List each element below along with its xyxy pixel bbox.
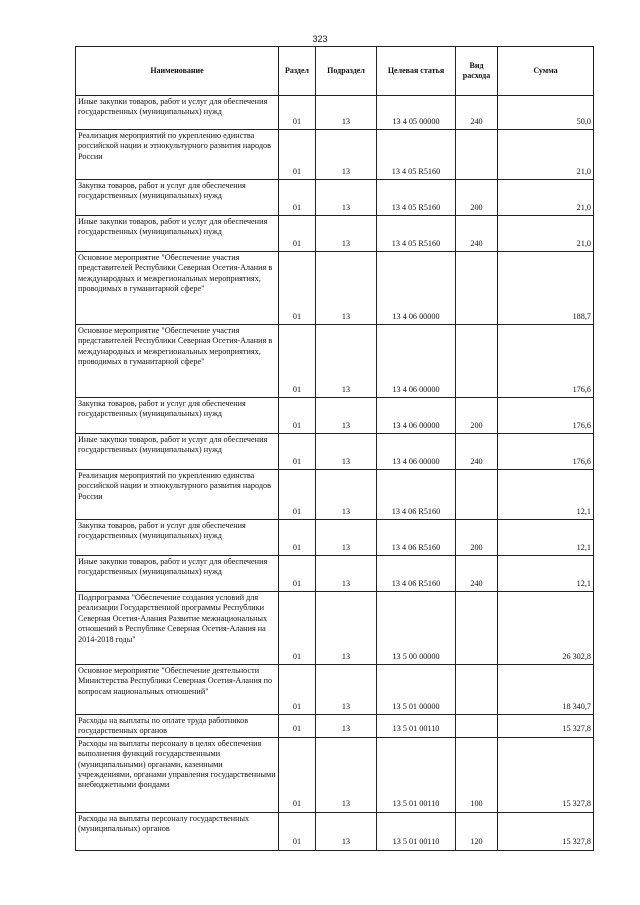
row-section: 01 — [279, 180, 316, 216]
row-subsection: 13 — [316, 96, 377, 130]
row-subsection: 13 — [316, 325, 377, 398]
row-sum: 15 327,8 — [498, 812, 594, 850]
row-type: 100 — [456, 737, 498, 812]
table-row — [76, 96, 594, 130]
header-target: Целевая статья — [377, 47, 456, 96]
row-type — [456, 130, 498, 180]
row-subsection: 13 — [316, 180, 377, 216]
row-section: 01 — [279, 325, 316, 398]
row-target: 13 4 05 R5160 — [377, 216, 456, 252]
row-type: 240 — [456, 96, 498, 130]
row-subsection: 13 — [316, 470, 377, 520]
row-subsection: 13 — [316, 715, 377, 738]
row-name: Подпрограмма "Обеспечение создания условий для реализации Государственной программы Республики Северная Осетия-Алания Развитие межнациональных отношений в Республике Северная Осетия-Алания на 2014-2018 годы" — [76, 592, 279, 665]
row-sum: 176,6 — [498, 398, 594, 434]
row-type: 120 — [456, 812, 498, 850]
row-subsection: 13 — [316, 398, 377, 434]
row-name: Расходы на выплаты по оплате труда работников государственных органов — [76, 715, 279, 738]
row-section: 01 — [279, 665, 316, 715]
table-body — [76, 96, 594, 851]
row-type: 240 — [456, 556, 498, 592]
row-subsection: 13 — [316, 556, 377, 592]
row-sum: 12,1 — [498, 556, 594, 592]
row-sum: 21,0 — [498, 130, 594, 180]
row-target: 13 4 06 00000 — [377, 325, 456, 398]
row-subsection: 13 — [316, 520, 377, 556]
row-target: 13 5 00 00000 — [377, 592, 456, 665]
row-target: 13 5 01 00110 — [377, 715, 456, 738]
row-section: 01 — [279, 96, 316, 130]
row-section: 01 — [279, 398, 316, 434]
row-type — [456, 592, 498, 665]
row-section: 01 — [279, 470, 316, 520]
table-row — [76, 812, 594, 850]
row-section: 01 — [279, 812, 316, 850]
row-section: 01 — [279, 737, 316, 812]
header-sum: Сумма — [498, 47, 594, 96]
row-name: Расходы на выплаты персоналу государственных (муниципальных) органов — [76, 812, 279, 850]
row-type — [456, 252, 498, 325]
table-row — [76, 665, 594, 715]
row-section: 01 — [279, 216, 316, 252]
row-section: 01 — [279, 715, 316, 738]
row-name: Иные закупки товаров, работ и услуг для обеспечения государственных (муниципальных) нужд — [76, 96, 279, 130]
row-name: Реализация мероприятий по укреплению единства российской нации и этнокультурного развития народов России — [76, 470, 279, 520]
row-sum: 18 340,7 — [498, 665, 594, 715]
row-type — [456, 325, 498, 398]
row-target: 13 4 05 R5160 — [377, 130, 456, 180]
row-subsection: 13 — [316, 130, 377, 180]
table-row — [76, 434, 594, 470]
row-type: 200 — [456, 520, 498, 556]
row-target: 13 4 05 R5160 — [377, 180, 456, 216]
table-row — [76, 252, 594, 325]
row-subsection: 13 — [316, 592, 377, 665]
row-type — [456, 470, 498, 520]
row-name: Основное мероприятие "Обеспечение участия представителей Республики Северная Осетия-Алания в международных и межрегиональных мероприятиях, проводимых в гуманитарной сфере" — [76, 325, 279, 398]
row-sum: 12,1 — [498, 520, 594, 556]
header-subsection: Подраздел — [316, 47, 377, 96]
row-target: 13 5 01 00000 — [377, 665, 456, 715]
row-section: 01 — [279, 130, 316, 180]
row-sum: 176,6 — [498, 325, 594, 398]
row-sum: 176,6 — [498, 434, 594, 470]
row-sum: 15 327,8 — [498, 715, 594, 738]
row-type: 200 — [456, 398, 498, 434]
row-target: 13 5 01 00110 — [377, 812, 456, 850]
row-target: 13 4 05 00000 — [377, 96, 456, 130]
row-subsection: 13 — [316, 216, 377, 252]
row-type: 240 — [456, 216, 498, 252]
row-target: 13 5 01 00110 — [377, 737, 456, 812]
header-name: Наименование — [76, 47, 279, 96]
row-type: 240 — [456, 434, 498, 470]
row-sum: 188,7 — [498, 252, 594, 325]
row-sum: 26 302,8 — [498, 592, 594, 665]
row-section: 01 — [279, 434, 316, 470]
row-name: Иные закупки товаров, работ и услуг для обеспечения государственных (муниципальных) нужд — [76, 434, 279, 470]
table-row — [76, 520, 594, 556]
row-target: 13 4 06 00000 — [377, 434, 456, 470]
row-section: 01 — [279, 252, 316, 325]
table-row — [76, 130, 594, 180]
row-name: Расходы на выплаты персоналу в целях обеспечения выполнения функций государственными (муниципальными) органами, казенными учреждениями, органами управления государственными внебюджетными фондами — [76, 737, 279, 812]
table-header-row — [76, 47, 594, 96]
table-row — [76, 325, 594, 398]
table-row — [76, 180, 594, 216]
table-row — [76, 737, 594, 812]
table-row — [76, 216, 594, 252]
row-sum: 21,0 — [498, 180, 594, 216]
row-sum: 12,1 — [498, 470, 594, 520]
row-target: 13 4 06 R5160 — [377, 470, 456, 520]
row-type: 200 — [456, 180, 498, 216]
row-target: 13 4 06 00000 — [377, 398, 456, 434]
row-name: Закупка товаров, работ и услуг для обеспечения государственных (муниципальных) нужд — [76, 520, 279, 556]
row-sum: 50,0 — [498, 96, 594, 130]
row-name: Основное мероприятие "Обеспечение участия представителей Республики Северная Осетия-Алания в международных и межрегиональных мероприятиях, проводимых в гуманитарной сфере" — [76, 252, 279, 325]
row-type — [456, 715, 498, 738]
table-row — [76, 715, 594, 738]
row-subsection: 13 — [316, 434, 377, 470]
row-name: Реализация мероприятий по укреплению единства российской нации и этнокультурного развития народов России — [76, 130, 279, 180]
row-target: 13 4 06 R5160 — [377, 520, 456, 556]
row-name: Иные закупки товаров, работ и услуг для обеспечения государственных (муниципальных) нужд — [76, 216, 279, 252]
row-section: 01 — [279, 592, 316, 665]
row-section: 01 — [279, 556, 316, 592]
row-name: Закупка товаров, работ и услуг для обеспечения государственных (муниципальных) нужд — [76, 398, 279, 434]
row-subsection: 13 — [316, 737, 377, 812]
row-sum: 15 327,8 — [498, 737, 594, 812]
row-name: Иные закупки товаров, работ и услуг для обеспечения государственных (муниципальных) нужд — [76, 556, 279, 592]
row-target: 13 4 06 R5160 — [377, 556, 456, 592]
table-row — [76, 556, 594, 592]
table-row — [76, 470, 594, 520]
row-subsection: 13 — [316, 665, 377, 715]
header-type: Вид расхода — [456, 47, 498, 96]
page-number: 323 — [312, 34, 328, 44]
budget-table — [75, 46, 594, 851]
row-sum: 21,0 — [498, 216, 594, 252]
header-section: Раздел — [279, 47, 316, 96]
row-type — [456, 665, 498, 715]
row-target: 13 4 06 00000 — [377, 252, 456, 325]
row-name: Закупка товаров, работ и услуг для обеспечения государственных (муниципальных) нужд — [76, 180, 279, 216]
row-name: Основное мероприятие "Обеспечение деятельности Министерства Республики Северная Осетия-Алания по вопросам национальных отношений" — [76, 665, 279, 715]
row-subsection: 13 — [316, 812, 377, 850]
table-row — [76, 592, 594, 665]
row-section: 01 — [279, 520, 316, 556]
row-subsection: 13 — [316, 252, 377, 325]
table-row — [76, 398, 594, 434]
